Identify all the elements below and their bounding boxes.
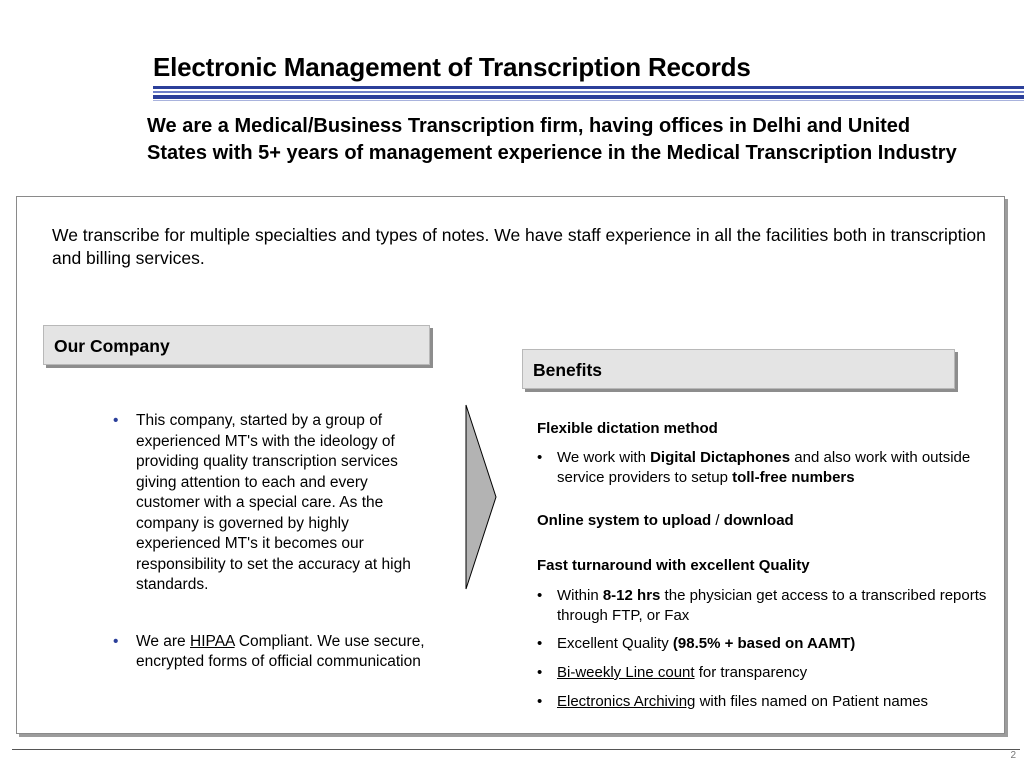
title-rule [153, 86, 1024, 89]
benefit-text: Within [557, 587, 603, 604]
list-item [537, 634, 987, 654]
list-item [113, 632, 433, 673]
intro-statement: We are a Medical/Business Transcription firm, having offices in Delhi and United States with 5+ years of management experience in the Medical Transcription Industry [147, 115, 957, 164]
archiving-link[interactable]: Electronics Archiving [557, 693, 696, 710]
benefit-text: for transparency [694, 664, 808, 681]
benefit-emphasis: 8-12 hrs [602, 587, 661, 604]
benefit-heading: Fast turnaround with excellent Quality [537, 557, 810, 574]
benefits-header: Benefits [522, 349, 955, 389]
benefit-emphasis: Digital Dictaphones [650, 449, 791, 466]
benefit-text: and also work with outside service providers to setup [557, 449, 971, 486]
company-bullet-list [113, 411, 433, 673]
benefit-heading-separator: / [711, 512, 724, 529]
list-item [537, 448, 987, 488]
title-rule [153, 95, 1024, 99]
benefit-text: Excellent Quality [557, 635, 673, 652]
benefit-heading-part: download [723, 512, 794, 529]
list-item [537, 692, 987, 712]
benefit-text: We work with [557, 449, 651, 466]
hipaa-prefix: We are [136, 632, 190, 650]
benefit-heading [537, 512, 794, 529]
hipaa-link[interactable]: HIPAA [190, 632, 235, 650]
bullet-icon: • [537, 635, 543, 652]
benefit-text: the physician get access to a transcribed reports through FTP, or Fax [557, 587, 987, 624]
list-item [537, 586, 987, 626]
our-company-header: Our Company [43, 325, 430, 365]
bullet-icon: • [537, 693, 543, 710]
benefit-emphasis: toll-free numbers [732, 469, 855, 486]
slide-title: Electronic Management of Transcription Records [153, 52, 751, 82]
company-description: This company, started by a group of experienced MT's with the ideology of providing quality transcription services giving attention to each and every customer with a special care. As the company is governed by highly experienced MT's it becomes our responsibility to set the accuracy at high standards. [136, 412, 411, 593]
page-number: 2 [1010, 750, 1016, 761]
benefit-heading: Flexible dictation method [537, 420, 718, 437]
bullet-icon: • [113, 412, 119, 429]
title-rule [153, 100, 1024, 101]
bullet-icon: • [537, 587, 543, 604]
chevron-arrow-icon [465, 404, 497, 590]
benefit-emphasis: (98.5% + based on AAMT) [672, 635, 856, 652]
overview-text: We transcribe for multiple specialties and types of notes. We have staff experience in all the facilities both in transcription and billing services. [52, 225, 986, 268]
bullet-icon: • [113, 632, 119, 650]
bi-weekly-link[interactable]: Bi-weekly Line count [557, 664, 695, 681]
title-rule [153, 91, 1024, 93]
benefit-heading-part: Online system to upload [537, 512, 712, 529]
footer-divider [12, 749, 1020, 750]
list-item [537, 663, 987, 683]
bullet-icon: • [537, 664, 543, 681]
bullet-icon: • [537, 449, 543, 466]
hipaa-suffix: Compliant. We use secure, encrypted forms of official communication [136, 632, 425, 670]
benefit-text: with files named on Patient names [695, 693, 929, 710]
list-item [113, 411, 433, 596]
